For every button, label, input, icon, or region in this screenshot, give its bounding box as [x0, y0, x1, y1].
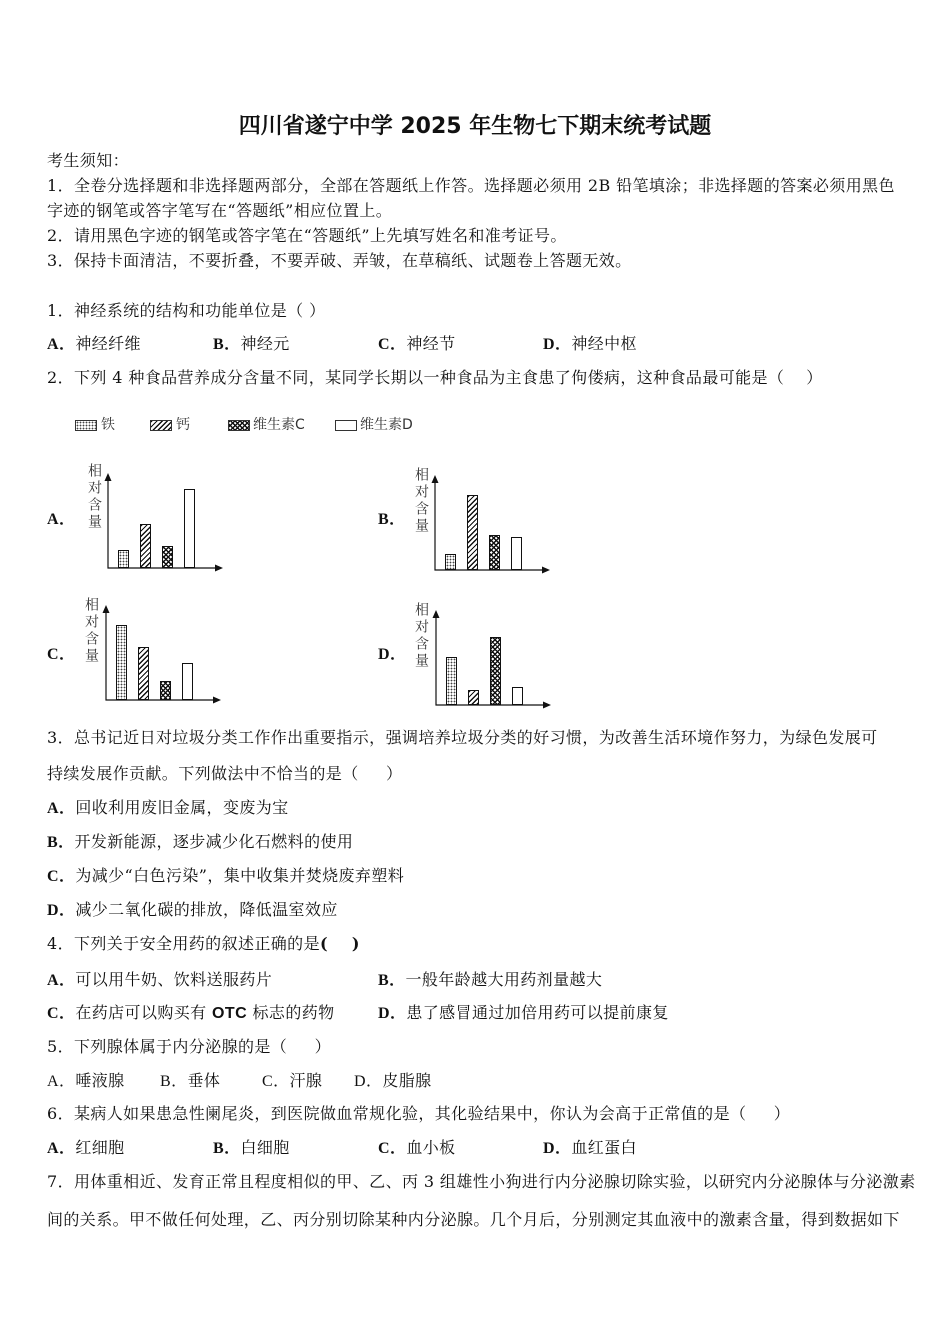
y-axis-label: 相对含量	[83, 597, 99, 665]
legend-swatch-calcium	[150, 420, 172, 431]
y-axis-arrow	[433, 610, 440, 618]
q4-option-c	[47, 1003, 335, 1024]
q3-stem: 3．总书记近日对垃圾分类工作作出重要指示，强调培养垃圾分类的好习惯，为改善生活环境作努力，为绿色发展可	[47, 728, 878, 747]
option-text: 神经纤维	[75, 334, 141, 353]
q1-stem: 1．神经系统的结构和功能单位是（ ）	[47, 301, 326, 320]
bar-vitamin-d	[512, 687, 523, 705]
option-label: B．	[213, 336, 241, 353]
notice-line: 2．请用黑色字迹的钢笔或答字笔在“答题纸”上先填写姓名和准考证号。	[47, 226, 567, 245]
page-title: 四川省遂宁中学 2025 年生物七下期末统考试题	[238, 114, 712, 139]
q5-stem: 5．下列腺体属于内分泌腺的是（ ）	[47, 1037, 332, 1056]
y-axis-arrow	[105, 473, 112, 481]
option-label: A．	[47, 336, 76, 353]
q6-option-b	[213, 1138, 290, 1159]
option-text: 神经元	[240, 334, 290, 353]
bar-calcium	[138, 647, 149, 700]
option-text: 为减少“白色污染”，集中收集并焚烧废弃塑料	[75, 866, 405, 885]
option-text: 血小板	[406, 1138, 456, 1157]
q4-answer-blank: ( )	[319, 934, 360, 953]
legend-swatch-iron	[75, 420, 97, 431]
q3-stem: 持续发展作贡献。下列做法中不恰当的是（ ）	[47, 764, 403, 783]
option-label: C．	[378, 1140, 407, 1157]
chart-panel-d	[428, 607, 553, 712]
option-label: D．	[543, 336, 572, 353]
x-axis-arrow	[215, 565, 223, 572]
option-text: 白细胞	[240, 1138, 290, 1157]
q3-option-b	[47, 832, 353, 853]
option-text: 红细胞	[75, 1138, 125, 1157]
option-text: 血红蛋白	[571, 1138, 637, 1157]
notice-line: 字迹的钢笔或答字笔写在“答题纸”相应位置上。	[47, 201, 393, 220]
option-text: 一般年龄越大用药剂量越大	[405, 970, 603, 989]
bar-iron	[446, 657, 457, 705]
option-text: 标志的药物	[247, 1003, 335, 1022]
y-axis-arrow	[432, 475, 439, 483]
notice-line: 3．保持卡面清洁，不要折叠，不要弄破、弄皱，在草稿纸、试题卷上答题无效。	[47, 251, 632, 270]
q4-option-b	[378, 970, 602, 991]
q1-option-d	[543, 334, 637, 355]
q4-option-d	[378, 1003, 669, 1024]
option-label: D．	[378, 1005, 407, 1022]
option-label: A．	[47, 800, 76, 817]
q4-stem-text: 4．下列关于安全用药的叙述正确的是	[47, 934, 320, 953]
bar-calcium	[140, 524, 151, 568]
legend-swatch-vitamin-d	[335, 420, 357, 431]
q3-option-d	[47, 900, 338, 921]
chart-option-label-b: B．	[378, 511, 406, 528]
bar-vitamin-c	[160, 681, 171, 700]
otc-mark-text: OTC	[212, 1005, 248, 1022]
q5-option-d	[354, 1071, 432, 1092]
q5-option-b	[160, 1071, 220, 1092]
legend-label-calcium: 钙	[176, 417, 190, 433]
option-label: D．	[543, 1140, 572, 1157]
q3-option-c	[47, 866, 404, 887]
option-label: C．	[47, 1005, 76, 1022]
q1-option-b	[213, 334, 290, 355]
option-text: 汗腺	[289, 1071, 323, 1090]
chart-option-label-c: C．	[47, 646, 76, 663]
option-label: B．	[378, 972, 406, 989]
bar-iron	[116, 625, 127, 700]
bar-calcium	[467, 495, 478, 570]
notice-line: 1．全卷分选择题和非选择题两部分，全部在答题纸上作答。选择题必须用 2B 铅笔填涂；非选择题的答案必须用黑色	[47, 176, 895, 195]
option-text: 回收利用废旧金属，变废为宝	[75, 798, 289, 817]
q6-option-a	[47, 1138, 125, 1159]
y-axis-label: 相对含量	[86, 463, 102, 531]
option-text: 开发新能源，逐步减少化石燃料的使用	[74, 832, 354, 851]
y-axis-arrow	[103, 605, 110, 613]
q4-option-a	[47, 970, 272, 991]
bar-vitamin-d	[184, 489, 195, 568]
notice-heading: 考生须知：	[47, 151, 130, 170]
option-text: 神经节	[406, 334, 456, 353]
option-label: B．	[47, 834, 75, 851]
option-label: B．	[213, 1140, 241, 1157]
option-text: 可以用牛奶、饮料送服药片	[75, 970, 273, 989]
option-label: A．	[47, 972, 76, 989]
option-label: A．	[47, 1140, 76, 1157]
option-text: 神经中枢	[571, 334, 637, 353]
legend-swatch-vitamin-c	[228, 420, 250, 431]
q4-stem	[47, 934, 360, 954]
option-label: C．	[262, 1073, 290, 1090]
bar-iron	[445, 554, 456, 570]
legend-label-vitamin-c: 维生素C	[253, 417, 305, 433]
y-axis-label: 相对含量	[413, 467, 429, 535]
option-label: C．	[378, 336, 407, 353]
q6-option-c	[378, 1138, 456, 1159]
q3-option-a	[47, 798, 289, 819]
bar-iron	[118, 550, 129, 568]
legend-label-iron: 铁	[101, 417, 115, 433]
q1-option-c	[378, 334, 456, 355]
bar-calcium	[468, 690, 479, 705]
option-text: 在药店可以购买有	[75, 1003, 213, 1022]
option-text: 唾液腺	[75, 1071, 125, 1090]
q2-stem: 2．下列 4 种食品营养成分含量不同，某同学长期以一种食品为主食患了佝偻病，这种食品最可能是（ ）	[47, 368, 823, 387]
legend-label-vitamin-d: 维生素D	[360, 417, 413, 433]
q7-stem: 间的关系。甲不做任何处理，乙、丙分别切除某种内分泌腺。几个月后，分别测定其血液中的激素含量，得到数据如下	[47, 1210, 900, 1229]
q6-option-d	[543, 1138, 637, 1159]
x-axis-arrow	[542, 567, 550, 574]
chart-panel-a	[100, 470, 225, 575]
option-label: C．	[47, 868, 76, 885]
x-axis-arrow	[543, 702, 551, 709]
q5-option-c	[262, 1071, 322, 1092]
chart-panel-c	[98, 602, 223, 707]
option-label: B．	[160, 1073, 188, 1090]
chart-option-label-a: A．	[47, 511, 76, 528]
option-label: A．	[47, 1073, 76, 1090]
q1-option-a	[47, 334, 141, 355]
bar-vitamin-d	[182, 663, 193, 700]
chart-panel-b	[427, 472, 552, 577]
bar-vitamin-d	[511, 537, 522, 570]
option-text: 皮脂腺	[382, 1071, 432, 1090]
q6-stem: 6．某病人如果患急性阑尾炎，到医院做血常规化验，其化验结果中，你认为会高于正常值的是（ ）	[47, 1104, 791, 1123]
option-text: 垂体	[187, 1071, 221, 1090]
bar-vitamin-c	[489, 535, 500, 570]
chart-option-label-d: D．	[378, 646, 407, 663]
q7-stem: 7．用体重相近、发育正常且程度相似的甲、乙、丙 3 组雄性小狗进行内分泌腺切除实验，以研究内分泌腺体与分泌激素	[47, 1172, 916, 1191]
option-label: D．	[47, 902, 76, 919]
option-label: D．	[354, 1073, 383, 1090]
x-axis-arrow	[213, 697, 221, 704]
option-text: 减少二氧化碳的排放，降低温室效应	[75, 900, 338, 919]
option-text: 患了感冒通过加倍用药可以提前康复	[406, 1003, 669, 1022]
bar-vitamin-c	[490, 637, 501, 705]
bar-vitamin-c	[162, 546, 173, 568]
y-axis-label: 相对含量	[413, 602, 429, 670]
q5-option-a	[47, 1071, 125, 1092]
